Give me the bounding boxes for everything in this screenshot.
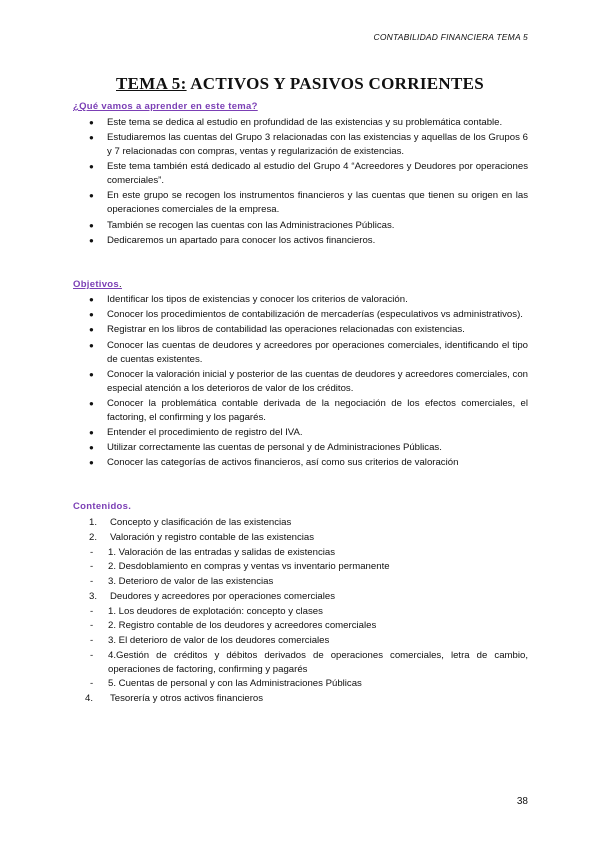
list-item — [73, 219, 528, 233]
list-item-text: Este tema también está dedicado al estudio del Grupo 4 “Acreedores y Deudores por operaciones comerciales”. — [107, 161, 528, 187]
bullet-icon: ● — [89, 427, 94, 437]
contenidos-marker: - — [90, 546, 94, 558]
list-item-text: Conocer la problemática contable derivada de la negociación de los efectos comerciales, el factoring, el confirming y los pagarés. — [107, 397, 528, 423]
contenidos-item — [73, 619, 528, 633]
list-item — [73, 308, 528, 322]
contenidos-text: Valoración y registro contable de las existencias — [110, 531, 315, 543]
contenidos-item — [73, 605, 528, 619]
contenidos-marker: - — [90, 605, 94, 617]
contenidos-text: 1. Los deudores de explotación: concepto y clases — [108, 605, 323, 617]
contenidos-item — [73, 634, 528, 648]
bullet-icon: ● — [89, 458, 94, 468]
list-item-text: En este grupo se recogen los instrumentos financieros y las cuentas que tienen su origen en las operaciones comerciales de la empresa. — [107, 190, 528, 216]
bullet-icon: ● — [89, 235, 94, 245]
list-item-text: Identificar los tipos de existencias y conocer los criterios de valoración. — [107, 294, 408, 305]
list-item — [73, 234, 528, 248]
list-item — [73, 293, 528, 307]
contenidos-marker: 2. — [89, 531, 98, 543]
list-item — [73, 131, 528, 159]
objetivos-heading — [73, 279, 122, 290]
list-item — [73, 426, 528, 440]
list-item-text: También se recogen las cuentas con las Administraciones Públicas. — [107, 219, 395, 231]
contenidos-item — [73, 677, 528, 691]
contenidos-text: 2. Desdoblamiento en compras y ventas vs inventario permanente — [108, 561, 390, 573]
bullet-icon: ● — [89, 162, 94, 172]
title-main: ACTIVOS Y PASIVOS CORRIENTES — [186, 74, 484, 93]
contenidos-item — [73, 546, 528, 560]
list-item — [73, 441, 528, 455]
list-item-text: Este tema se dedica al estudio en profundidad de las existencias y su problemática contable. — [107, 117, 503, 128]
contenidos-marker: - — [90, 635, 94, 647]
contenidos-list — [73, 516, 528, 707]
list-item — [73, 397, 528, 425]
bullet-icon: ● — [89, 118, 94, 127]
contenidos-item — [73, 516, 528, 530]
bullet-icon: ● — [89, 443, 94, 453]
contenidos-text: 3. Deterioro de valor de las existencias — [108, 576, 274, 588]
bullet-icon: ● — [89, 369, 94, 379]
contenidos-item — [73, 560, 528, 574]
bullet-icon: ● — [89, 340, 94, 350]
contenidos-item — [73, 649, 528, 676]
page-number: 38 — [516, 796, 528, 807]
list-item — [73, 160, 528, 188]
list-item-text: Utilizar correctamente las cuentas de personal y de Administraciones Públicas. — [107, 442, 442, 454]
contenidos-marker: 3. — [89, 590, 98, 602]
list-item-text: Conocer las categorías de activos financieros, así como sus criterios de valoración — [107, 457, 459, 469]
list-item-text: Dedicaremos un apartado para conocer los activos financieros. — [107, 234, 376, 246]
list-item-text: Conocer las cuentas de deudores y acreedores por operaciones comerciales, identificando el tipo de cuentas existentes. — [107, 339, 528, 365]
contenidos-marker: - — [90, 576, 94, 588]
bullet-icon: ● — [89, 398, 94, 408]
list-item — [73, 189, 528, 217]
list-item — [73, 456, 528, 470]
list-item — [73, 368, 528, 396]
objetivos-list — [73, 293, 528, 472]
list-item — [73, 339, 528, 367]
list-item-text: Conocer los procedimientos de contabilización de mercaderías (especulativos vs administrativos). — [107, 309, 523, 321]
bullet-icon: ● — [89, 191, 94, 201]
contenidos-marker: - — [90, 620, 94, 632]
contenidos-item — [73, 590, 528, 604]
contenidos-text: 2. Registro contable de los deudores y acreedores comerciales — [108, 620, 377, 632]
contenidos-text: Tesorería y otros activos financieros — [110, 693, 264, 705]
contenidos-text: 3. El deterioro de valor de los deudores comerciales — [108, 635, 330, 647]
contenidos-text: 1. Valoración de las entradas y salidas de existencias — [108, 546, 336, 558]
contenidos-text: Concepto y clasificación de las existencias — [110, 517, 292, 528]
contenidos-marker: - — [90, 678, 94, 690]
contenidos-item — [73, 531, 528, 545]
page-title — [0, 74, 600, 94]
bullet-icon: ● — [89, 220, 94, 230]
contenidos-heading: Contenidos. — [73, 501, 132, 512]
list-item-text: Entender el procedimiento de registro del IVA. — [107, 426, 303, 438]
contenidos-item — [73, 692, 528, 706]
list-item-text: Registrar en los libros de contabilidad las operaciones relacionadas con existencias. — [107, 324, 465, 336]
list-item — [73, 323, 528, 337]
list-item — [73, 116, 528, 130]
bullet-icon: ● — [89, 310, 94, 320]
contenidos-marker: 1. — [89, 517, 98, 528]
objetivos-heading-tail: . — [119, 279, 122, 290]
objetivos-heading-text: Objetivos — [73, 279, 119, 290]
bullet-icon: ● — [89, 133, 94, 143]
contenidos-item — [73, 575, 528, 589]
intro-list — [73, 116, 528, 249]
contenidos-marker: - — [90, 561, 94, 573]
bullet-icon: ● — [89, 325, 94, 335]
contenidos-text: 4.Gestión de créditos y débitos derivados de operaciones comerciales, letra de cambio, operaciones de factoring, confirming y pagarés — [108, 650, 528, 675]
title-prefix: TEMA 5: — [116, 74, 187, 93]
contenidos-marker: - — [90, 650, 94, 662]
contenidos-marker: 4. — [85, 693, 94, 705]
contenidos-text: Deudores y acreedores por operaciones comerciales — [110, 590, 336, 602]
running-header: CONTABILIDAD FINANCIERA TEMA 5 — [373, 32, 528, 42]
intro-heading: ¿Qué vamos a aprender en este tema? — [73, 101, 258, 112]
contenidos-text: 5. Cuentas de personal y con las Administraciones Públicas — [108, 678, 362, 690]
bullet-icon: ● — [89, 295, 94, 304]
list-item-text: Conocer la valoración inicial y posterior de las cuentas de deudores y acreedores comerciales, con especial atención a los deterioros de valor de los créditos. — [107, 368, 528, 394]
list-item-text: Estudiaremos las cuentas del Grupo 3 relacionadas con las existencias y aquellas de los Grupos 6 y 7 relacionadas con compras, ventas y regularización de existencias. — [107, 132, 528, 158]
